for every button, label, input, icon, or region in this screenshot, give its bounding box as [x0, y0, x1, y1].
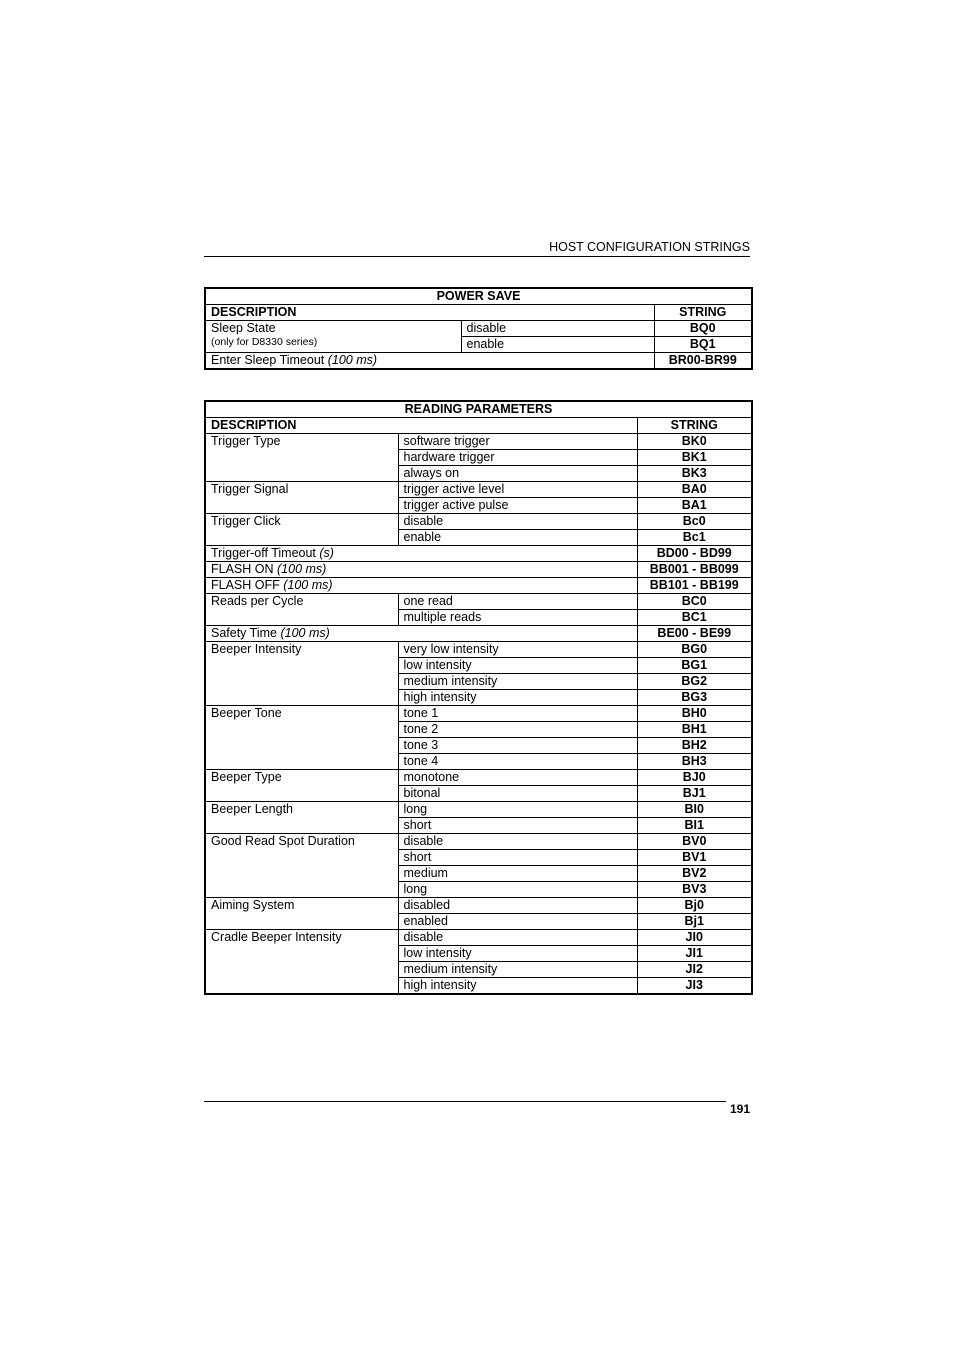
table-row: [205, 802, 752, 818]
option-cell: tone 3: [398, 738, 637, 754]
header-rule: [204, 256, 750, 257]
string-cell: BG3: [637, 690, 752, 706]
string-cell: BA0: [637, 482, 752, 498]
option-cell: software trigger: [398, 434, 637, 450]
table-row: [205, 321, 752, 337]
row-label: [205, 321, 461, 353]
footer-rule: [204, 1101, 726, 1102]
option-cell: low intensity: [398, 946, 637, 962]
option-cell: multiple reads: [398, 610, 637, 626]
table-row: [205, 898, 752, 914]
string-cell: BV2: [637, 866, 752, 882]
string-cell: BH2: [637, 738, 752, 754]
page-number: 191: [729, 1102, 750, 1116]
row-label: Trigger Signal: [205, 482, 398, 514]
option-cell: monotone: [398, 770, 637, 786]
string-cell: BG1: [637, 658, 752, 674]
table-title: READING PARAMETERS: [205, 401, 752, 418]
option-cell: enable: [398, 530, 637, 546]
row-unit: (100 ms): [283, 578, 333, 592]
option-cell: high intensity: [398, 690, 637, 706]
row-label: [205, 626, 637, 642]
table-row: [205, 594, 752, 610]
string-cell: BB001 - BB099: [637, 562, 752, 578]
row-unit: (100 ms): [280, 626, 330, 640]
row-label: [205, 353, 654, 370]
row-unit: (s): [319, 546, 334, 560]
string-cell: BI1: [637, 818, 752, 834]
option-cell: long: [398, 802, 637, 818]
row-label: [205, 562, 637, 578]
string-cell: BV0: [637, 834, 752, 850]
option-cell: tone 2: [398, 722, 637, 738]
option-cell: medium: [398, 866, 637, 882]
row-label-text: FLASH ON: [211, 562, 277, 576]
string-cell: BG0: [637, 642, 752, 658]
option-cell: tone 4: [398, 754, 637, 770]
string-cell: JI0: [637, 930, 752, 946]
sleep-state-label: Sleep State: [211, 321, 276, 335]
sleep-state-note: (only for D8330 series): [211, 336, 318, 348]
string-cell: BC0: [637, 594, 752, 610]
option-cell: one read: [398, 594, 637, 610]
row-label-text: Safety Time: [211, 626, 281, 640]
row-label: Reads per Cycle: [205, 594, 398, 626]
row-label: Cradle Beeper Intensity: [205, 930, 398, 995]
table-title: POWER SAVE: [205, 288, 752, 305]
option-cell: trigger active pulse: [398, 498, 637, 514]
column-header-description: DESCRIPTION: [205, 418, 637, 434]
reading-parameters-table: [204, 400, 753, 995]
row-label: [205, 578, 637, 594]
option-cell: tone 1: [398, 706, 637, 722]
option-cell: bitonal: [398, 786, 637, 802]
option-cell: enabled: [398, 914, 637, 930]
string-cell: BE00 - BE99: [637, 626, 752, 642]
table-row: [205, 434, 752, 450]
power-save-table: [204, 287, 753, 370]
option-cell: short: [398, 818, 637, 834]
option-cell: disable: [398, 930, 637, 946]
row-unit: (100 ms): [277, 562, 327, 576]
option-cell: medium intensity: [398, 962, 637, 978]
row-label-text: Trigger-off Timeout: [211, 546, 320, 560]
row-label-text: Enter Sleep Timeout: [211, 353, 328, 367]
string-cell: BV3: [637, 882, 752, 898]
string-cell: BV1: [637, 850, 752, 866]
string-cell: Bc0: [637, 514, 752, 530]
row-label-text: FLASH OFF: [211, 578, 284, 592]
string-cell: BQ1: [654, 337, 752, 353]
table-row: [205, 546, 752, 562]
option-cell: hardware trigger: [398, 450, 637, 466]
row-label: Good Read Spot Duration: [205, 834, 398, 898]
table-row: [205, 353, 752, 370]
table-row: [205, 514, 752, 530]
string-cell: BJ1: [637, 786, 752, 802]
string-cell: BK1: [637, 450, 752, 466]
option-cell: high intensity: [398, 978, 637, 995]
option-cell: disable: [398, 834, 637, 850]
option-cell: low intensity: [398, 658, 637, 674]
option-cell: very low intensity: [398, 642, 637, 658]
option-cell: short: [398, 850, 637, 866]
option-cell: disable: [461, 321, 654, 337]
option-cell: enable: [461, 337, 654, 353]
table-row: [205, 834, 752, 850]
string-cell: BG2: [637, 674, 752, 690]
table-row: [205, 482, 752, 498]
row-label: Trigger Type: [205, 434, 398, 482]
table-row: [205, 770, 752, 786]
option-cell: disabled: [398, 898, 637, 914]
string-cell: BH1: [637, 722, 752, 738]
string-cell: BC1: [637, 610, 752, 626]
table-row: [205, 562, 752, 578]
column-header-string: STRING: [637, 418, 752, 434]
table-row: [205, 930, 752, 946]
string-cell: BR00-BR99: [654, 353, 752, 370]
option-cell: always on: [398, 466, 637, 482]
row-label: Trigger Click: [205, 514, 398, 546]
table-row: [205, 626, 752, 642]
row-label: Beeper Length: [205, 802, 398, 834]
string-cell: Bc1: [637, 530, 752, 546]
string-cell: Bj1: [637, 914, 752, 930]
string-cell: BK0: [637, 434, 752, 450]
row-label: [205, 546, 637, 562]
string-cell: JI2: [637, 962, 752, 978]
string-cell: BH0: [637, 706, 752, 722]
row-label: Beeper Tone: [205, 706, 398, 770]
column-header-description: DESCRIPTION: [205, 305, 654, 321]
table-row: [205, 578, 752, 594]
column-header-string: STRING: [654, 305, 752, 321]
row-label: Beeper Type: [205, 770, 398, 802]
row-label: Aiming System: [205, 898, 398, 930]
option-cell: trigger active level: [398, 482, 637, 498]
string-cell: BJ0: [637, 770, 752, 786]
option-cell: medium intensity: [398, 674, 637, 690]
option-cell: disable: [398, 514, 637, 530]
string-cell: BH3: [637, 754, 752, 770]
row-label: Beeper Intensity: [205, 642, 398, 706]
string-cell: BQ0: [654, 321, 752, 337]
string-cell: BB101 - BB199: [637, 578, 752, 594]
string-cell: BD00 - BD99: [637, 546, 752, 562]
string-cell: BA1: [637, 498, 752, 514]
row-unit: (100 ms): [327, 353, 378, 367]
string-cell: BI0: [637, 802, 752, 818]
table-row: [205, 642, 752, 658]
string-cell: JI3: [637, 978, 752, 995]
string-cell: BK3: [637, 466, 752, 482]
string-cell: JI1: [637, 946, 752, 962]
table-row: [205, 706, 752, 722]
string-cell: Bj0: [637, 898, 752, 914]
running-header: HOST CONFIGURATION STRINGS: [549, 240, 750, 254]
option-cell: long: [398, 882, 637, 898]
